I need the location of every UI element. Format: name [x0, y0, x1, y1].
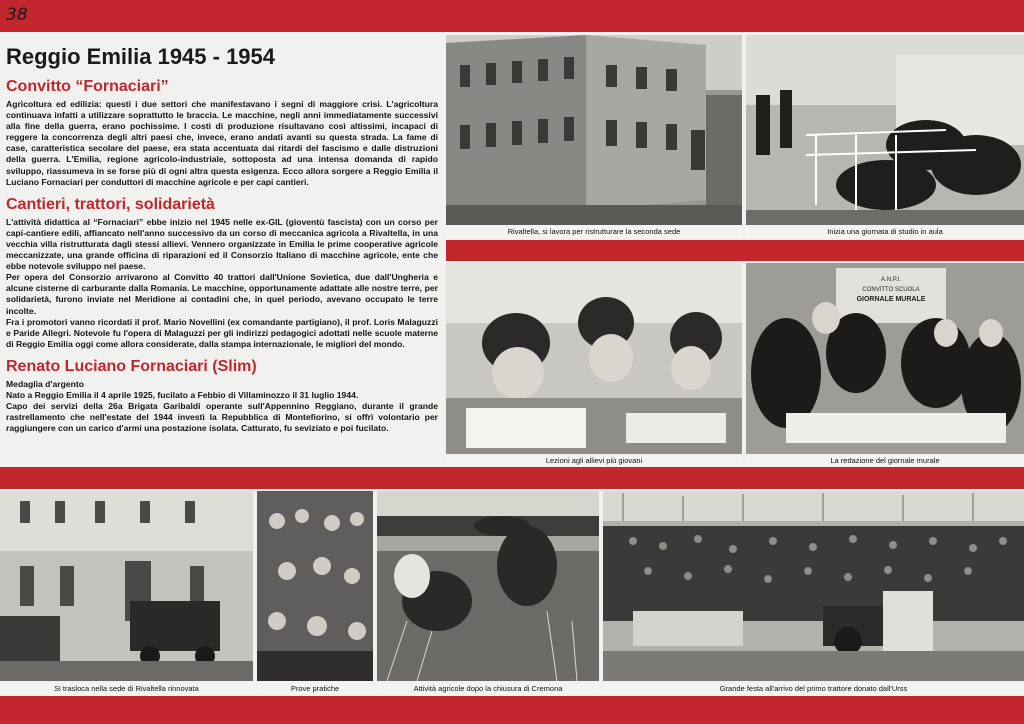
photo-wall-newspaper [746, 263, 1024, 454]
section-paragraph: Capo dei servizi della 26a Brigata Garibaldi operante sull'Appennino Reggiano, durante il grande rastrellamento che nell'estate del 1944 investì la Repubblica di Montefiorino, si offrì volontario per raggiungere con un carico d'armi una postazione isolata. Catturato, fu seviziato e poi fucilato. [6, 401, 438, 434]
svg-text:CONVITTO SCUOLA: CONVITTO SCUOLA [862, 287, 920, 293]
caption-practical-tests: Prove pratiche [257, 683, 373, 695]
section-paragraph: Nato a Reggio Emilia il 4 aprile 1925, fucilato a Febbio di Villaminozzo il 31 luglio 1944. [6, 389, 359, 400]
page-number: 38 [6, 5, 28, 25]
article-text [6, 40, 438, 464]
classroom-illustration [746, 35, 1024, 225]
bottom-band [0, 696, 1024, 724]
page-title: Reggio Emilia 1945 - 1954 [6, 44, 276, 69]
photo-practical-tests [257, 491, 373, 681]
section-paragraph: Medaglia d'argento [6, 378, 84, 389]
caption-wall-newspaper: La redazione del giornale murale [746, 455, 1024, 467]
middle-band [446, 240, 1024, 261]
top-band [0, 0, 1024, 32]
celebration-illustration [603, 491, 1024, 681]
practice-illustration [257, 491, 373, 681]
building-illustration [446, 35, 742, 225]
photo-moving-rivaltella [0, 491, 253, 681]
section-paragraph: Agricoltura ed edilizia: questi i due settori che manifestavano i segni di maggiore crisi. L'agricoltura continuava infatti a utilizzare soprattutto le braccia. Le macchine, negli anni immediatamente successivi alla fine della guerra, erano pochissime. I costi di produzione risultavano così altissimi, incapaci di reggere la concorrenza degli altri paesi che, invece, erano andati avanti su questa strada. La fame di case, caratteristica secolare del paese, era stata accentuata dai ritardi del fascismo e dalle distruzioni della guerra. L'Emilia, regione agricolo-industriale, sottoposta ad una intensa domanda di rapido sviluppo, riassumeva in se forse più di ogni altra questa esigenza. Ecco allora sorgere a Reggio Emilia il Luciano Fornaciari per conduttori di macchine agricole e per capi cantieri. [6, 99, 438, 187]
photo-agricultural-activities [377, 491, 599, 681]
newspaper-illustration [746, 263, 1024, 454]
caption-young-students: Lezioni agli allievi più giovani [446, 455, 742, 467]
section-paragraph: L'attività didattica al “Fornaciari” ebbe inizio nel 1945 nelle ex-GIL (gioventù fascista) con un corso per capi-cantiere edili, affiancato nell'anno successivo da un corso di meccanica agricola a Rivaltella, in una vecchia villa ristrutturata dagli stessi allievi. Vennero organizzate in Emilia le prime cooperative agricole meccanizzate, una grande officina di riparazioni ed il Consorzio Italiano di macchine agricole, ente che ebbe notevole sviluppo nel paese. [6, 216, 438, 272]
photo-rivaltella-building [446, 35, 742, 225]
caption-rivaltella: Rivaltella, si lavora per ristrutturare la seconda sede [446, 226, 742, 238]
moving-illustration [0, 491, 253, 681]
photo-tractor-celebration [603, 491, 1024, 681]
svg-text:GIORNALE MURALE: GIORNALE MURALE [856, 296, 926, 303]
lower-band [0, 467, 1024, 489]
caption-moving-rivaltella: Si trasloca nella sede di Rivaltella rinnovata [0, 683, 253, 695]
agriculture-illustration [377, 491, 599, 681]
caption-classroom: Inizia una giornata di studio in aula [746, 226, 1024, 238]
section-heading-fornaciari: Renato Luciano Fornaciari (Slim) [6, 357, 257, 375]
section-paragraph: Per opera del Consorzio arrivarono al Convitto 40 trattori dall'Unione Sovietica, due dall'Ungheria e alcune cisterne di carburante dalla Romania. Le macchine, opportunamente adattate alle nostre terre, per solidarietà, furono inviate nel Meridione ai contadini che, in quel periodo, avevano occupato le terre incolte. [6, 272, 438, 316]
svg-text:A.N.P.I.: A.N.P.I. [881, 277, 901, 283]
photo-classroom [746, 35, 1024, 225]
caption-tractor-celebration: Grande festa all'arrivo del primo trattore donato dall'Urss [603, 683, 1024, 695]
section-heading-convitto: Convitto “Fornaciari” [6, 78, 169, 95]
photo-young-students [446, 263, 742, 454]
caption-agricultural-activities: Attività agricole dopo la chiusura di Cremona [377, 683, 599, 695]
section-heading-cantieri: Cantieri, trattori, solidarietà [6, 195, 215, 213]
students-illustration [446, 263, 742, 454]
section-paragraph: Fra i promotori vanno ricordati il prof. Mario Novellini (ex comandante partigiano), il prof. Loris Malaguzzi e Paride Allegri. Notevole fu l'opera di Malaguzzi per gli indirizzi pedagogici adottati nelle scuole materne di Reggio Emilia oggi come allora considerate, dalla stampa internazionale, le migliori del mondo. [6, 316, 438, 349]
